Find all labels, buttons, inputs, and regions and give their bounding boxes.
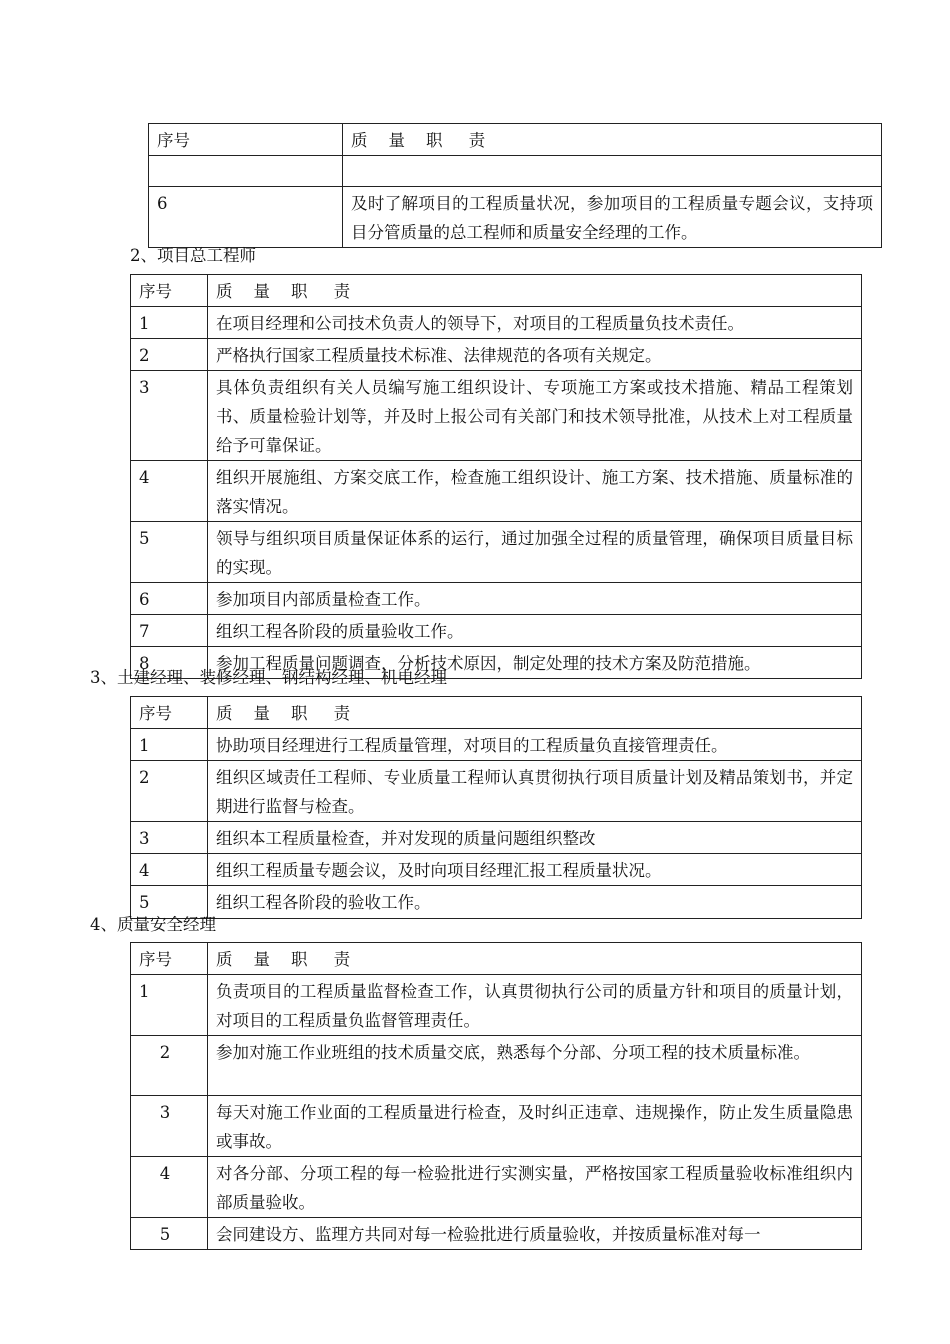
table-row [131, 822, 862, 854]
table-row [131, 339, 862, 371]
row-duty: 参加对施工作业班组的技术质量交底，熟悉每个分部、分项工程的技术质量标准。 [208, 1036, 862, 1096]
table-row [149, 187, 882, 248]
header-duty: 质 量 职 责 [208, 697, 862, 729]
header-num: 序号 [131, 697, 208, 729]
row-duty: 参加工程质量问题调查，分析技术原因，制定处理的技术方案及防范措施。 [208, 647, 862, 679]
table-row [131, 1036, 862, 1096]
row-duty: 严格执行国家工程质量技术标准、法律规范的各项有关规定。 [208, 339, 862, 371]
row-duty: 组织工程各阶段的验收工作。 [208, 886, 862, 919]
table-header-row [131, 275, 862, 307]
table-row [131, 522, 862, 583]
header-num: 序号 [131, 275, 208, 307]
table-header-row [131, 943, 862, 975]
row-num: 3 [131, 371, 208, 461]
row-duty: 领导与组织项目质量保证体系的运行，通过加强全过程的质量管理，确保项目质量目标的实现。 [208, 522, 862, 583]
table-row [131, 729, 862, 761]
table-row [131, 886, 862, 919]
section-heading: 3、土建经理、装修经理、钢结构经理、机电经理 [90, 668, 447, 687]
table-row [131, 371, 862, 461]
table-row [131, 615, 862, 647]
section-heading: 2、项目总工程师 [130, 246, 256, 265]
row-num: 5 [131, 1218, 208, 1250]
table-top [148, 123, 882, 248]
row-duty: 组织工程各阶段的质量验收工作。 [208, 615, 862, 647]
row-num: 6 [149, 187, 343, 248]
row-num: 5 [131, 522, 208, 583]
row-duty: 及时了解项目的工程质量状况，参加项目的工程质量专题会议，支持项目分管质量的总工程师和质量安全经理的工作。 [343, 187, 882, 248]
row-num [149, 156, 343, 187]
row-num: 2 [131, 339, 208, 371]
row-num: 4 [131, 1157, 208, 1218]
row-duty: 协助项目经理进行工程质量管理，对项目的工程质量负直接管理责任。 [208, 729, 862, 761]
row-duty: 会同建设方、监理方共同对每一检验批进行质量验收，并按质量标准对每一 [208, 1218, 862, 1250]
row-num: 6 [131, 583, 208, 615]
row-duty: 对各分部、分项工程的每一检验批进行实测实量，严格按国家工程质量验收标准组织内部质量验收。 [208, 1157, 862, 1218]
header-num: 序号 [131, 943, 208, 975]
header-duty: 质 量 职 责 [208, 943, 862, 975]
row-duty [343, 156, 882, 187]
row-num: 3 [131, 1096, 208, 1157]
header-duty: 质 量 职 责 [208, 275, 862, 307]
row-duty: 负责项目的工程质量监督检查工作，认真贯彻执行公司的质量方针和项目的质量计划，对项目的工程质量负监督管理责任。 [208, 975, 862, 1036]
table-row [131, 307, 862, 339]
row-duty: 参加项目内部质量检查工作。 [208, 583, 862, 615]
row-num: 3 [131, 822, 208, 854]
row-num: 2 [131, 1036, 208, 1096]
table-section3 [130, 696, 862, 919]
section-heading: 4、质量安全经理 [90, 915, 216, 934]
row-num: 1 [131, 307, 208, 339]
table-section4 [130, 942, 862, 1250]
table-header-row [149, 124, 882, 156]
table-row [131, 975, 862, 1036]
row-num: 1 [131, 729, 208, 761]
row-num: 8 [131, 647, 208, 679]
row-num: 7 [131, 615, 208, 647]
table-row [131, 761, 862, 822]
row-duty: 组织本工程质量检查，并对发现的质量问题组织整改 [208, 822, 862, 854]
table-row [131, 583, 862, 615]
row-duty: 组织区域责任工程师、专业质量工程师认真贯彻执行项目质量计划及精品策划书，并定期进行监督与检查。 [208, 761, 862, 822]
row-num: 1 [131, 975, 208, 1036]
header-num: 序号 [149, 124, 343, 156]
row-duty: 具体负责组织有关人员编写施工组织设计、专项施工方案或技术措施、精品工程策划书、质量检验计划等，并及时上报公司有关部门和技术领导批准，从技术上对工程质量给予可靠保证。 [208, 371, 862, 461]
table-row [131, 461, 862, 522]
header-duty: 质 量 职 责 [343, 124, 882, 156]
table-row [149, 156, 882, 187]
table-row [131, 1096, 862, 1157]
table-row [131, 1218, 862, 1250]
row-num: 4 [131, 854, 208, 886]
row-num: 5 [131, 886, 208, 919]
table-row [131, 1157, 862, 1218]
table-section2 [130, 274, 862, 679]
row-duty: 组织工程质量专题会议，及时向项目经理汇报工程质量状况。 [208, 854, 862, 886]
row-duty: 每天对施工作业面的工程质量进行检查，及时纠正违章、违规操作，防止发生质量隐患或事故。 [208, 1096, 862, 1157]
row-num: 4 [131, 461, 208, 522]
table-header-row [131, 697, 862, 729]
row-duty: 在项目经理和公司技术负责人的领导下，对项目的工程质量负技术责任。 [208, 307, 862, 339]
table-row [131, 854, 862, 886]
row-duty: 组织开展施组、方案交底工作，检查施工组织设计、施工方案、技术措施、质量标准的落实情况。 [208, 461, 862, 522]
row-num: 2 [131, 761, 208, 822]
